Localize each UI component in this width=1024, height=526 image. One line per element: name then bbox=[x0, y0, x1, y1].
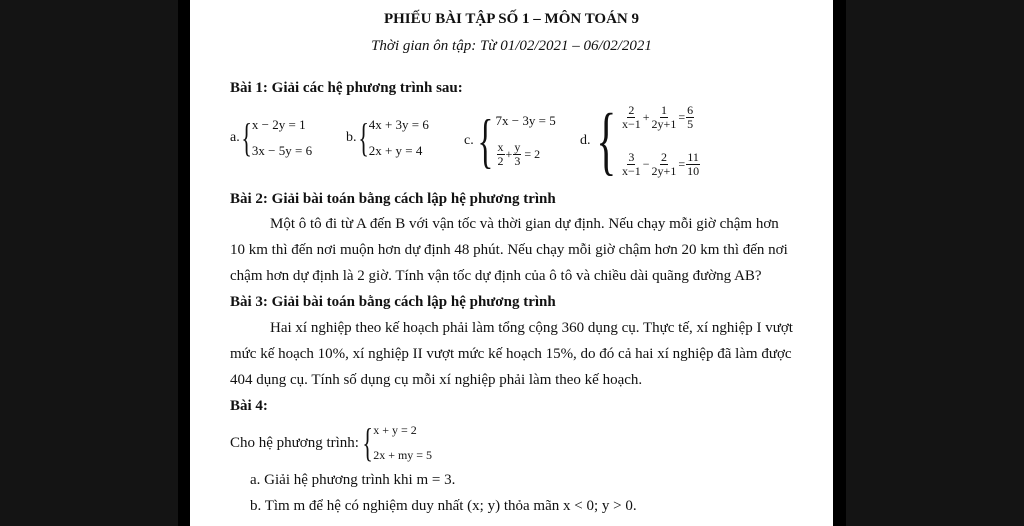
system-d bbox=[580, 99, 701, 183]
system-d-label: d. bbox=[580, 133, 591, 148]
system-b-label: b. bbox=[346, 130, 357, 145]
bai4-eq2: 2x + my = 5 bbox=[373, 448, 433, 463]
system-c-eq2: $\frac{x}{2}$ + $\frac{y}{3}$ = 2 bbox=[497, 139, 541, 168]
bai2-line1: Một ô tô đi từ A đến B với vận tốc và thời gian dự định. Nếu chạy mỗi giờ chậm hơn bbox=[270, 216, 779, 232]
brace-d: { bbox=[595, 99, 616, 183]
page-subtitle: Thời gian ôn tập: Từ 01/02/2021 – 06/02/2021 bbox=[371, 38, 652, 54]
bai2-line2: 10 km thì đến nơi muộn hơn dự định 48 phút. Nếu chạy mỗi giờ chậm hơn 20 km thì đến nơi bbox=[230, 242, 788, 258]
system-c-label: c. bbox=[464, 133, 474, 148]
system-b-eq2: 2x + y = 4 bbox=[368, 143, 423, 159]
bai4-intro: Cho hệ phương trình: bbox=[230, 434, 359, 451]
bai3-heading: Bài 3: Giải bài toán bằng cách lập hệ phương trình bbox=[230, 294, 556, 310]
bai4-system bbox=[230, 422, 432, 464]
system-b-eq1: 4x + 3y = 6 bbox=[368, 117, 429, 132]
bai2-line3: chậm hơn dự định là 2 giờ. Tính vận tốc dự định của ô tô và chiều dài quãng đường AB? bbox=[230, 268, 762, 284]
bai4-eq1: x + y = 2 bbox=[373, 423, 417, 437]
frac-x-2: $\frac{x}{2}$ bbox=[497, 139, 504, 168]
left-letterbox bbox=[0, 0, 178, 526]
system-b bbox=[346, 116, 429, 160]
system-a-label: a. bbox=[230, 130, 240, 145]
brace-bai4: { bbox=[362, 420, 373, 465]
system-a-eq1: x − 2y = 1 bbox=[251, 117, 306, 132]
right-letterbox bbox=[846, 0, 1024, 526]
system-d-eq1: $\frac{2}{x-1}$ + $\frac{1}{2y+1}$ = $\frac{6}{5}$ bbox=[621, 103, 694, 132]
system-c-eq1: 7x − 3y = 5 bbox=[495, 113, 556, 128]
brace-c: { bbox=[477, 108, 494, 174]
frac-y-3: $\frac{y}{3}$ bbox=[514, 139, 521, 168]
system-a-eq2: 3x − 5y = 6 bbox=[251, 143, 313, 159]
bai3-line2: mức kế hoạch 10%, xí nghiệp II vượt mức kế hoạch 15%, do đó cả hai xí nghiệp đã làm được bbox=[230, 346, 792, 362]
bai4-item-b: b. Tìm m để hệ có nghiệm duy nhất (x; y) thỏa mãn x < 0; y > 0. bbox=[250, 498, 637, 514]
brace-b: { bbox=[357, 115, 369, 160]
page-title: PHIẾU BÀI TẬP SỐ 1 – MÔN TOÁN 9 bbox=[383, 11, 640, 27]
bai4-item-a: a. Giải hệ phương trình khi m = 3. bbox=[250, 472, 456, 488]
bai1-heading: Bài 1: Giải các hệ phương trình sau: bbox=[230, 80, 463, 96]
bai4-heading: Bài 4: bbox=[230, 398, 268, 414]
worksheet-page bbox=[190, 0, 833, 526]
brace-a: { bbox=[241, 115, 252, 160]
bai3-line3: 404 dụng cụ. Tính số dụng cụ mỗi xí nghiệp phải làm theo kế hoạch. bbox=[230, 372, 643, 388]
system-d-eq2: $\frac{3}{x-1}$ − $\frac{2}{2y+1}$ = $\frac{11}{10}$ bbox=[621, 149, 700, 178]
bai2-heading: Bài 2: Giải bài toán bằng cách lập hệ phương trình bbox=[230, 191, 556, 207]
system-a bbox=[230, 116, 312, 160]
system-c bbox=[464, 108, 556, 174]
bai3-line1: Hai xí nghiệp theo kế hoạch phải làm tổng cộng 360 dụng cụ. Thực tế, xí nghiệp I vượt bbox=[270, 320, 793, 336]
